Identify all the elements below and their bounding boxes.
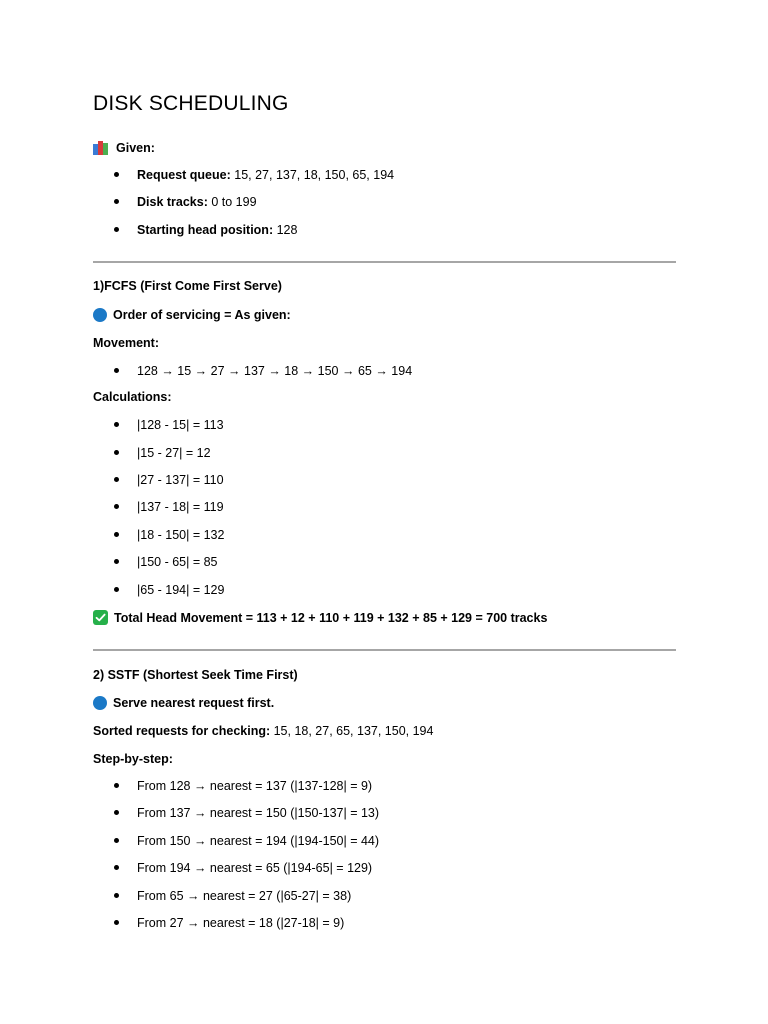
books-icon	[93, 141, 110, 155]
bullet-icon	[114, 865, 119, 870]
check-mark-icon	[93, 610, 108, 625]
bullet-icon	[114, 450, 119, 455]
bullet-icon	[114, 810, 119, 815]
bullet-icon	[114, 532, 119, 537]
fcfs-total-row	[93, 610, 547, 626]
bullet-icon	[114, 477, 119, 482]
fcfs-total: Total Head Movement = 113 + 12 + 110 + 119 + 132 + 85 + 129 = 700 tracks	[114, 611, 548, 625]
given-heading-row	[93, 140, 155, 156]
fcfs-calculations-label: Calculations:	[93, 390, 172, 404]
calculation-item: |137 - 18| = 119	[114, 499, 224, 515]
step-item: From 27 → nearest = 18 (|27-18| = 9)	[114, 915, 344, 931]
step-item: From 65 → nearest = 27 (|65-27| = 38)	[114, 888, 351, 904]
step-item: From 128 → nearest = 137 (|137-128| = 9)	[114, 778, 372, 794]
bullet-icon	[114, 199, 119, 204]
bullet-icon	[114, 422, 119, 427]
calculation-item: |27 - 137| = 110	[114, 472, 224, 488]
bullet-icon	[114, 783, 119, 788]
calculation-item: |65 - 194| = 129	[114, 582, 224, 598]
blue-circle-icon	[93, 696, 107, 710]
bullet-icon	[114, 587, 119, 592]
sstf-sorted-row: Sorted requests for checking: 15, 18, 27, 65, 137, 150, 194	[93, 724, 434, 738]
bullet-icon	[114, 838, 119, 843]
bullet-icon	[114, 920, 119, 925]
given-item: Disk tracks: 0 to 199	[114, 194, 257, 210]
step-item: From 137 → nearest = 150 (|150-137| = 13)	[114, 805, 379, 821]
fcfs-heading: 1)FCFS (First Come First Serve)	[93, 279, 282, 293]
calculation-item: |18 - 150| = 132	[114, 527, 224, 543]
sstf-heading: 2) SSTF (Shortest Seek Time First)	[93, 668, 298, 682]
sstf-note-row	[93, 695, 274, 711]
bullet-icon	[114, 368, 119, 373]
fcfs-order-row	[93, 307, 291, 323]
calculation-item: |15 - 27| = 12	[114, 445, 211, 461]
given-item: Starting head position: 128	[114, 222, 297, 238]
section-divider	[93, 261, 676, 263]
given-heading: Given:	[116, 141, 155, 155]
fcfs-order-note: Order of servicing = As given:	[113, 308, 291, 322]
bullet-icon	[114, 893, 119, 898]
given-item: Request queue: 15, 27, 137, 18, 150, 65, 194	[114, 167, 394, 183]
calculation-item: |150 - 65| = 85	[114, 554, 218, 570]
blue-circle-icon	[93, 308, 107, 322]
bullet-icon	[114, 504, 119, 509]
step-item: From 194 → nearest = 65 (|194-65| = 129)	[114, 860, 372, 876]
document-title: DISK SCHEDULING	[93, 92, 289, 115]
calculation-item: |128 - 15| = 113	[114, 417, 224, 433]
bullet-icon	[114, 559, 119, 564]
section-divider	[93, 649, 676, 651]
fcfs-movement-item: 128 → 15 → 27 → 137 → 18 → 150 → 65 → 194	[114, 363, 412, 379]
sstf-note: Serve nearest request first.	[113, 696, 275, 710]
bullet-icon	[114, 172, 119, 177]
bullet-icon	[114, 227, 119, 232]
sstf-steps-label: Step-by-step:	[93, 752, 173, 766]
fcfs-movement-label: Movement:	[93, 336, 159, 350]
step-item: From 150 → nearest = 194 (|194-150| = 44)	[114, 833, 379, 849]
